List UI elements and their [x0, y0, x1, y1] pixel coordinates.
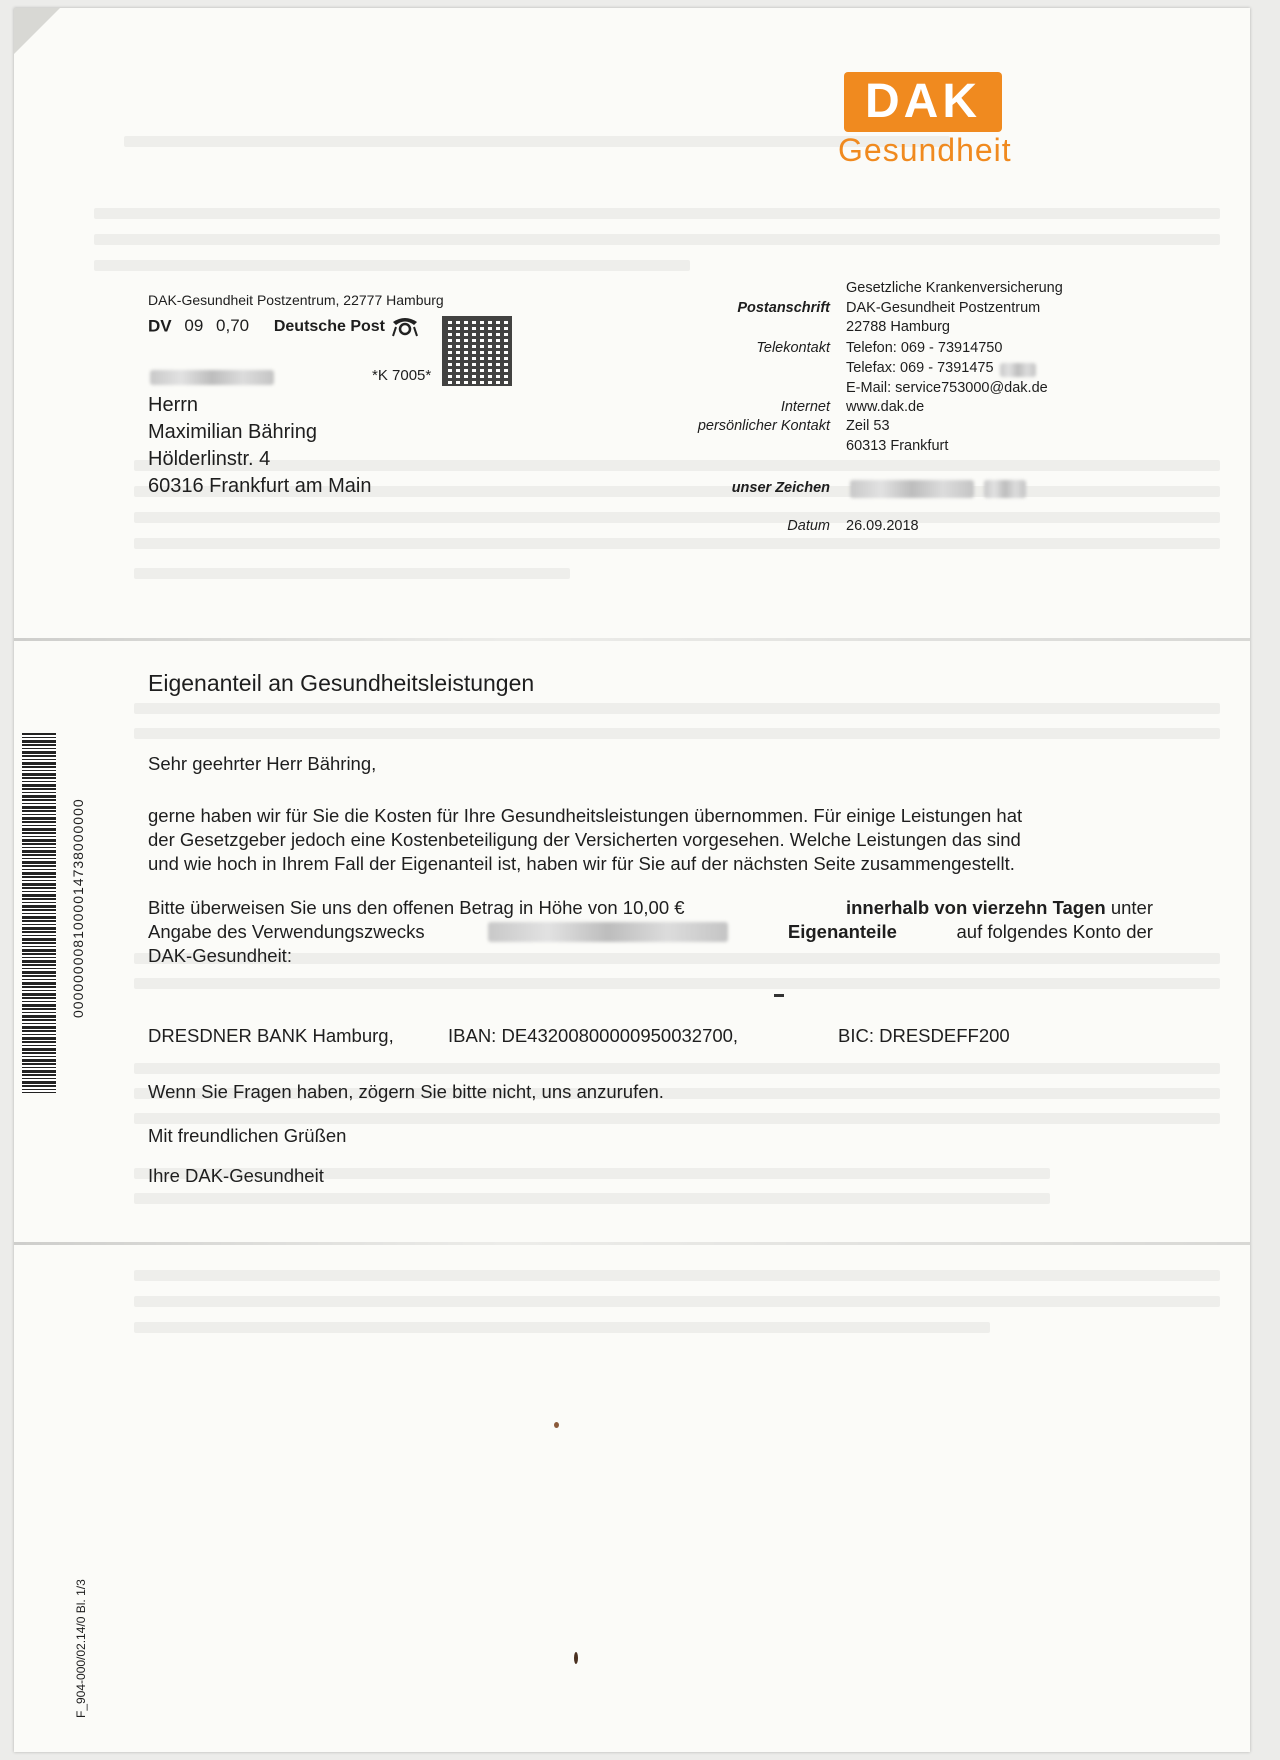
recipient-salutation: Herrn [148, 394, 199, 416]
sender-line: DAK-Gesundheit Postzentrum, 22777 Hamburg [148, 292, 444, 308]
k-code: *K 7005* [372, 367, 432, 384]
redacted-reference [850, 480, 974, 498]
show-through [94, 234, 1220, 245]
show-through [134, 703, 1220, 714]
recipient-name: Maximilian Bähring [148, 421, 317, 443]
iban: IBAN: DE43200800000950032700, [448, 1025, 739, 1046]
form-code: F_904-000/02.14/0 Bl. 1/3 [74, 1579, 88, 1718]
bank-details [148, 1024, 1078, 1048]
email: E-Mail: service753000@dak.de [846, 380, 1048, 396]
show-through [94, 208, 1220, 219]
paragraph-1 [148, 804, 1153, 876]
personal-contact-label: persönlicher Kontakt [697, 418, 830, 434]
redacted-purpose [488, 922, 728, 942]
show-through [124, 136, 950, 147]
questions-text: Wenn Sie Fragen haben, zögern Sie bitte nicht, uns anzurufen. [148, 1081, 664, 1102]
datum: 26.09.2018 [846, 518, 919, 534]
paragraph-2-line: DAK-Gesundheit: [148, 945, 292, 966]
recipient-city: 60316 Frankfurt am Main [148, 475, 372, 497]
barcode [22, 733, 56, 1093]
fold-line [14, 638, 1250, 641]
qr-code [442, 316, 512, 386]
paragraph-2-line [148, 896, 1153, 920]
franking-dv: DV [148, 316, 172, 336]
payment-amount-text: Bitte überweisen Sie uns den offenen Betrag in Höhe von 10,00 € [148, 897, 685, 918]
internet-link[interactable]: www.dak.de [846, 399, 925, 415]
paragraph-2 [148, 896, 1153, 968]
purpose-label: Angabe des Verwendungszwecks [148, 921, 425, 942]
payment-deadline: innerhalb von vierzehn Tagen [845, 897, 1106, 918]
postanschrift-label: Postanschrift [737, 300, 830, 316]
org-type: Gesetzliche Krankenversicherung [846, 280, 1063, 296]
show-through [134, 1296, 1220, 1307]
show-through [94, 260, 690, 271]
folded-corner [14, 8, 60, 54]
bank-name: DRESDNER BANK Hamburg, [148, 1025, 394, 1046]
telekontakt-label: Telekontakt [756, 340, 830, 356]
personal-contact-street: Zeil 53 [846, 418, 890, 434]
recipient-address [148, 392, 371, 500]
show-through [134, 1322, 990, 1333]
bic: BIC: DRESDEFF200 [838, 1025, 1010, 1046]
paragraph-2-line [148, 920, 1153, 944]
speck [574, 1652, 578, 1664]
datum-label: Datum [787, 518, 830, 534]
redacted-fax [1000, 363, 1036, 377]
logo-wordmark: Gesundheit [838, 132, 1012, 168]
greeting: Sehr geehrter Herr Bähring, [148, 753, 377, 774]
show-through [134, 1270, 1220, 1281]
postanschrift-line1: DAK-Gesundheit Postzentrum [846, 300, 1041, 316]
show-through [134, 728, 1220, 739]
recipient-street: Hölderlinstr. 4 [148, 448, 271, 470]
speck [554, 1422, 559, 1428]
speck [774, 994, 784, 997]
show-through [134, 538, 1220, 549]
dak-logo: DAK [844, 72, 1002, 132]
signature: Ihre DAK-Gesundheit [148, 1165, 324, 1186]
franking [148, 316, 420, 338]
franking-code: 09 [184, 316, 204, 336]
redacted-id [150, 370, 274, 385]
personal-contact-city: 60313 Frankfurt [846, 438, 949, 454]
show-through [134, 1113, 1220, 1124]
purpose-keyword: Eigenanteile [787, 921, 897, 942]
show-through [134, 978, 1220, 989]
paragraph-1-line: und wie hoch in Ihrem Fall der Eigenanteil ist, haben wir für Sie auf der nächsten Seite zusammengestellt. [148, 853, 1015, 874]
telefax: Telefax: 069 - 7391475 [846, 360, 994, 376]
franking-amount: 0,70 [216, 316, 250, 336]
franking-carrier: Deutsche Post [273, 318, 385, 336]
closing: Mit freundlichen Grüßen [148, 1125, 347, 1146]
fold-line [14, 1242, 1250, 1245]
show-through [134, 568, 570, 579]
account-text: auf folgendes Konto der [956, 921, 1153, 942]
barcode-number: 0000000081000014738000000 [70, 798, 86, 1018]
telefon: Telefon: 069 - 73914750 [846, 340, 1003, 356]
letter-subject: Eigenanteil an Gesundheitsleistungen [148, 670, 535, 696]
paragraph-1-line: gerne haben wir für Sie die Kosten für Ihre Gesundheitsleistungen übernommen. Für einige Leistungen hat [148, 805, 1023, 826]
payment-text: unter [1110, 897, 1153, 918]
paragraph-1-line: der Gesetzgeber jedoch eine Kostenbeteiligung der Versicherten vorgesehen. Welche Leistungen das sind [148, 829, 1021, 850]
redacted-reference [984, 480, 1026, 498]
show-through [134, 1193, 1050, 1204]
internet-label: Internet [780, 399, 830, 415]
zeichen-label: unser Zeichen [731, 480, 830, 496]
postanschrift-line2: 22788 Hamburg [846, 319, 950, 335]
letter-page [14, 8, 1250, 1752]
show-through [134, 1063, 1220, 1074]
post-horn-icon [390, 316, 420, 338]
